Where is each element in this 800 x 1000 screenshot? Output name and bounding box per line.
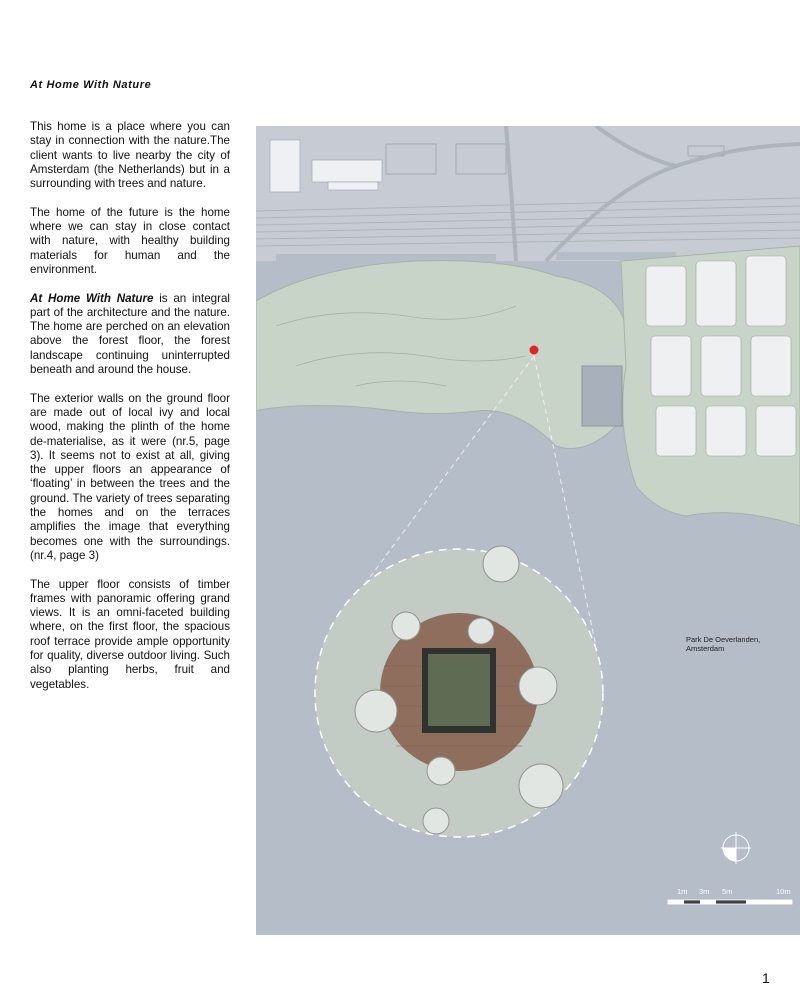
site-marker [530,346,539,355]
paragraph-3-text: is an integral part of the architecture and the nature. The home are perched on an elevation above the forest floor, the forest landscape continuing uninterrupted beneath and around the house. [30,291,230,377]
body-text [30,120,230,706]
location-label-line1: Park De Oeverlanden, [686,635,761,644]
building-block [270,140,300,192]
site-plan-drawing [256,126,800,935]
scale-label: 1m [677,887,688,896]
location-label-line2: Amsterdam [686,644,725,653]
scale-bar [668,900,792,904]
harbour [582,366,622,426]
page-title: At Home With Nature [30,79,152,91]
site-map [256,126,800,935]
paragraph-3 [30,292,230,378]
page-number: 1 [762,970,770,986]
scale-label: 10m [776,887,791,896]
paragraph-3-emphasis: At Home With Nature [30,291,154,305]
residential-plots [646,256,796,456]
paragraph-4: The exterior walls on the ground floor are made out of local ivy and local wood, making the plinth of the home de-materialise, as it were (nr.5, page 3). It seems not to exist at all, giving the upper floors an appearance of ‘floating’ in between the trees and the ground. The variety of trees separating the homes and on the terraces amplifies the image that everything becomes one with the surroundings.(nr.4, page 3) [30,391,230,562]
green-roof [428,654,490,726]
scale-label: 5m [722,887,733,896]
paragraph-5: The upper floor consists of timber frames with panoramic offering grand views. It is an omni-faceted building where, on the first floor, the spacious roof terrace provide ample opportunity for quality, diverse outdoor living. Such also planting herbs, fruit and vegetables. [30,577,230,691]
paragraph-1: This home is a place where you can stay in connection with the nature.The client wants to live nearby the city of Amsterdam (the Netherlands) but in a surrounding with trees and nature. [30,120,230,191]
scale-label: 3m [699,887,710,896]
building-block [328,182,378,190]
paragraph-2: The home of the future is the home where we can stay in close contact with nature, with healthy building materials for human and the environment. [30,205,230,276]
building-block [312,160,382,182]
